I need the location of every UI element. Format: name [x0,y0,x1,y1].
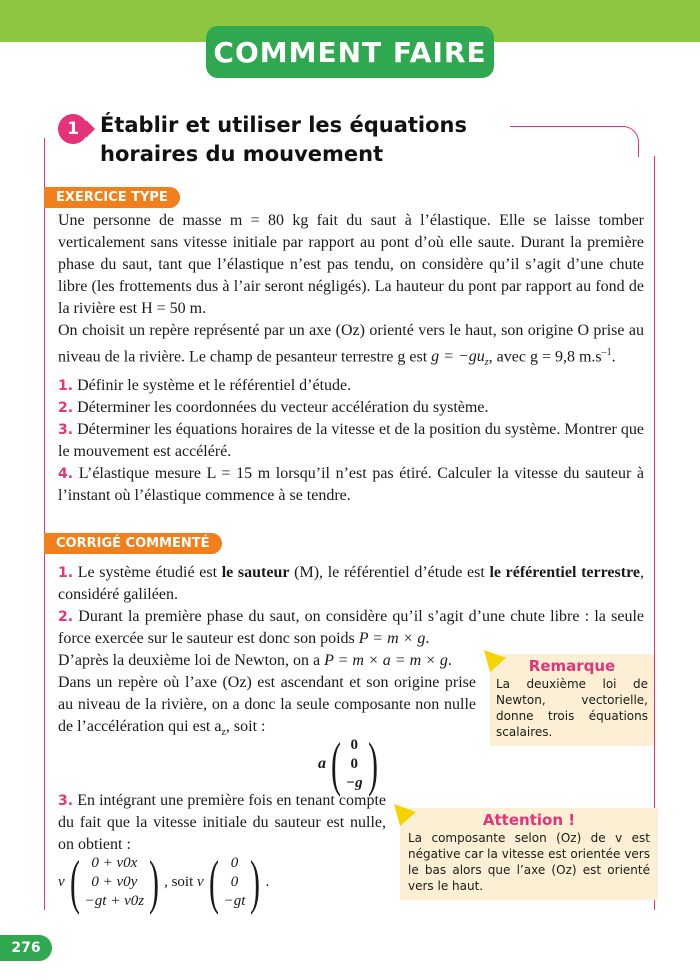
correction-part2 [58,650,476,744]
velocity-label-2: v [197,873,204,890]
section-number-badge: 1 [58,114,88,144]
page-number: 276 [0,935,52,961]
frame-right-border [654,156,655,910]
attention-text: La composante selon (Oz) de v est négative car la vitesse est orientée vers le bas alors que l’axe (Oz) est orienté vers le haut. [408,831,650,893]
accel-x: 0 [350,736,359,753]
attention-corner-icon [394,804,416,826]
acceleration-label: a [318,755,326,772]
page-title: COMMENT FAIRE [206,26,494,78]
question-2: 2. Déterminer les coordonnées du vecteur accélération du système. [58,398,489,416]
exercise-tag: EXERCICE TYPE [44,187,180,208]
velocity-equations: v ( 0 + v0x 0 + v0y −gt + v0z ) , soit v ( 0 0 −gt ) . [58,849,270,915]
correction-tag: CORRIGÉ COMMENTÉ [44,533,222,554]
remark-text: La deuxième loi de Newton, vectorielle, donne trois équations scalaires. [496,677,648,739]
attention-title: Attention ! [482,811,576,829]
velocity2-x: 0 [230,854,239,871]
attention-box [400,808,658,900]
remark-title: Remarque [528,657,616,675]
newton-law-line: D’après la deuxième loi de Newton, on a P = m × a = m × g. [58,652,452,669]
exercise-para1: Une personne de masse m = 80 kg fait du saut à l’élastique. Elle se laisse tomber verticalement sans vitesse initiale par rapport au pont d’où elle saute. Durant la première phase du saut, tant que l’élastique n’est pas tendu, on considère qu’il s’agit d’une chute libre (les frottements dus à l’air seront négligés). La hauteur du pont par rapport au fond de la rivière est H = 50 m. [58,212,644,317]
remark-corner-icon [484,650,506,672]
velocity-x: 0 + v0x [91,854,138,871]
acceleration-vector: a ( 0 0 −g ) [318,731,378,797]
newton-equation: P = m × a = m × g [324,652,448,669]
exercise-para2: On choisit un repère représenté par un axe (Oz) orienté vers le haut, son origine O prise au niveau de la rivière. Le champ de pesanteur terrestre g est $g = -gu_z$, avec g = 9,8 $m.s^{-1}$. [58,322,644,369]
velocity2-z: −gt [223,892,246,909]
correction-para2: 2. Durant la première phase du saut, on considère qu’il s’agit d’une chute libre : la seule force exercée sur le sauteur est donc son poids P = m × g. [58,608,645,647]
gravity-equation: $g = -gu_z$ [431,348,489,369]
velocity2-y: 0 [230,873,239,890]
correction-part3: 3. En intégrant une première fois en tenant compte du fait que la vitesse initiale du sauteur est nulle, on obtient : [58,792,387,853]
badge-arrow-icon [86,120,95,138]
accel-z: −g [345,774,363,791]
velocity-y: 0 + v0y [91,873,138,890]
question-1: 1. Définir le système et le référentiel d’étude. [58,376,352,394]
section-title: Établir et utiliser les équations horaires du mouvement [100,113,467,166]
exercise-statement [58,210,644,507]
velocity-label: v [58,873,65,890]
velocity-z: −gt + v0z [84,892,145,909]
question-4: 4. L’élastique mesure L = 15 m lorsqu’il n’est pas étiré. Calculer la vitesse du sauteur à l’instant où l’élastique commence à se tendre. [58,464,645,504]
weight-equation: P = m × g [358,630,426,647]
correction-para1: 1. Le système étudié est le sauteur (M), le référentiel d’étude est le référentiel terrestre, considéré galiléen. [58,564,645,603]
correction-part1 [58,562,644,650]
acceleration-text: Dans un repère où l’axe (Oz) est ascendant et son origine prise au niveau de la rivière, on a donc la seule composante non nulle de l’accélération qui est $a_z$, soit : [58,674,476,739]
question-3: 3. Déterminer les équations horaires de la vitesse et de la position du système. Montrer que le mouvement est accéléré. [58,420,644,460]
soit-text: , soit [164,873,194,890]
accel-y: 0 [350,755,359,772]
frame-left-border [44,138,45,910]
remark-box [490,654,654,746]
